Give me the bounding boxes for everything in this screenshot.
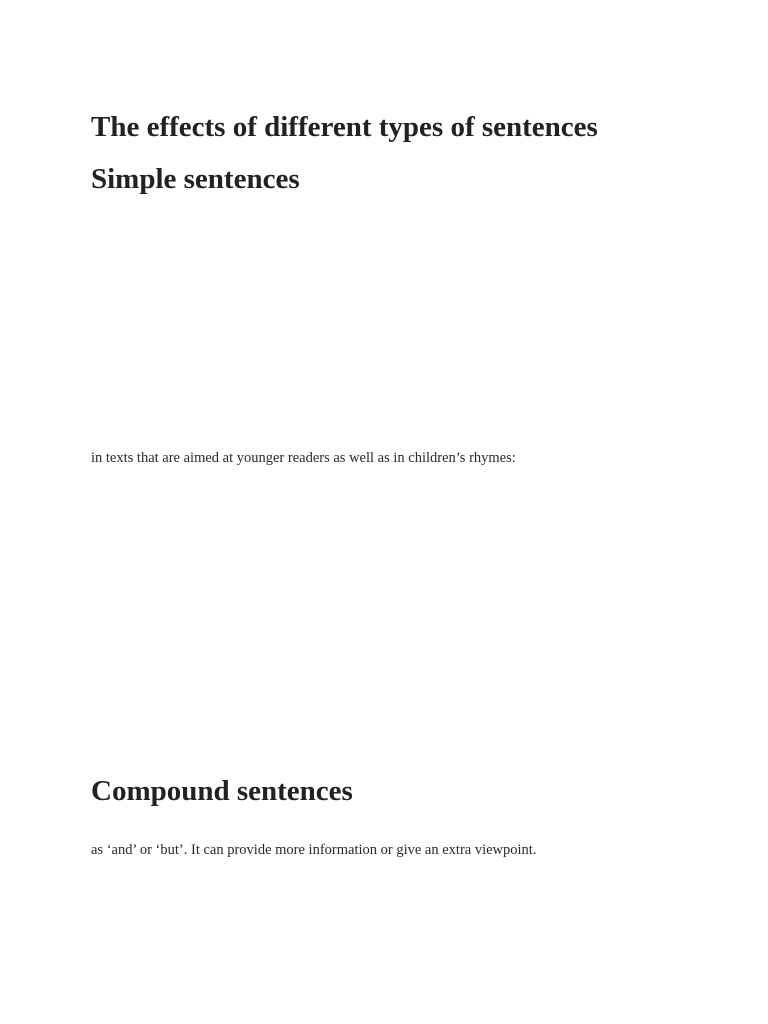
page-title: The effects of different types of sentences <box>91 111 598 143</box>
section-heading-compound-sentences: Compound sentences <box>91 775 353 807</box>
section-text-simple-sentences: in texts that are aimed at younger readers as well as in children’s rhymes: <box>91 450 516 466</box>
section-heading-simple-sentences: Simple sentences <box>91 163 300 195</box>
section-text-compound-sentences: as ‘and’ or ‘but’. It can provide more information or give an extra viewpoint. <box>91 842 537 858</box>
